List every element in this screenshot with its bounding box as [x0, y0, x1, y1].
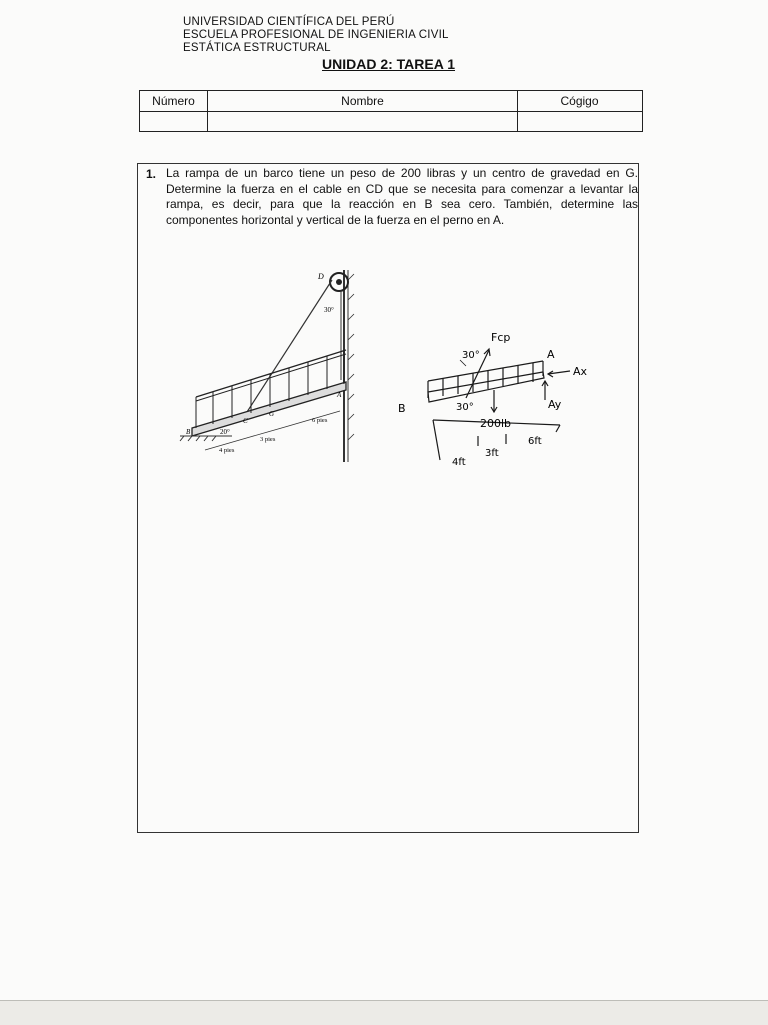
fbd-force-label: Fcp: [491, 331, 511, 344]
problem-statement: La rampa de un barco tiene un peso de 200 libras y un centro de gravedad en G. Determine la fuerza en el cable en CD que se necesita para comenzar a levantar la rampa, es decir, para que la reacción en B sea cero. También, determine las componentes horizontal y vertical de la fuerza en el perno en A.: [166, 166, 638, 227]
unit-title: UNIDAD 2: TAREA 1: [322, 56, 456, 72]
fbd-point-b: B: [398, 402, 406, 415]
label-a: A: [337, 391, 342, 399]
fbd-ay-label: Ay: [548, 398, 562, 411]
university-name: UNIVERSIDAD CIENTÍFICA DEL PERÚ: [183, 16, 395, 28]
label-c: C: [243, 417, 248, 425]
fbd-ramp: [428, 372, 544, 402]
fbd-dim-6ft: 6ft: [528, 436, 542, 447]
fbd-weight-label: 200lb: [480, 417, 512, 430]
label-3-pies: 3 pies: [260, 436, 276, 443]
label-angle-20: 20°: [220, 428, 230, 436]
label-d: D: [318, 272, 324, 281]
label-g: G: [269, 410, 275, 418]
course-name: ESTÁTICA ESTRUCTURAL: [183, 42, 331, 54]
fbd-point-a: A: [547, 348, 555, 361]
column-codigo: Cógigo: [560, 94, 599, 108]
school-name: ESCUELA PROFESIONAL DE INGENIERIA CIVIL: [183, 29, 449, 41]
label-angle-30: 30°: [324, 306, 334, 314]
label-b: B: [186, 428, 191, 436]
fbd-dim-4ft: 4ft: [452, 457, 466, 468]
fbd-dim-3ft: 3ft: [485, 448, 499, 459]
column-nombre: Nombre: [208, 91, 518, 111]
fbd-ax-label: Ax: [573, 365, 588, 378]
label-4-pies: 4 pies: [219, 447, 235, 454]
fbd-angle-top: 30°: [462, 350, 480, 361]
fbd-angle-bottom: 30°: [456, 402, 474, 413]
column-numero: Número: [140, 91, 208, 111]
problem-number: 1.: [146, 167, 157, 181]
label-6-pies: 6 pies: [312, 417, 328, 424]
